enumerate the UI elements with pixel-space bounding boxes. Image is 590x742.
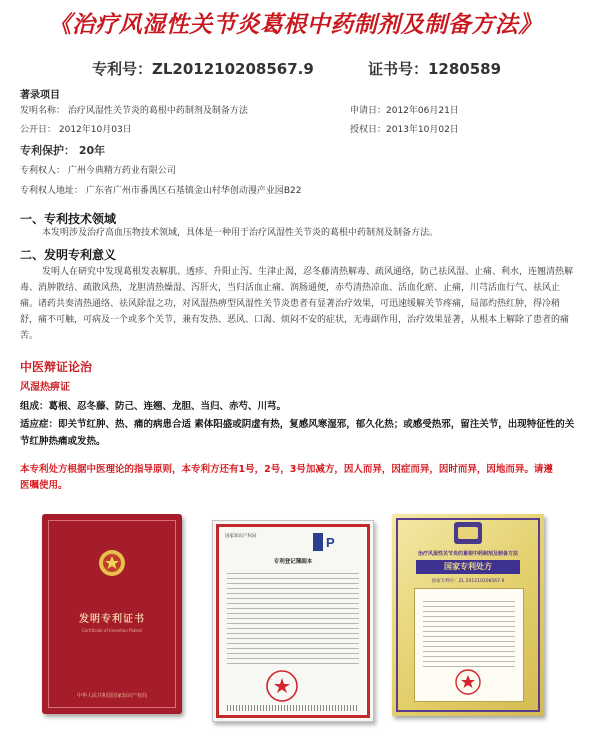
filing-date: 申请日：2012年06月21日 — [350, 106, 459, 116]
grant-date: 授权日：2013年10月02日 — [350, 125, 459, 135]
invention-name: 发明名称： 治疗风湿性关节炎的葛根中药制剂及制备方法 — [20, 106, 248, 116]
cert3-text: 治疗风湿性关节炎的葛根中药制剂及制备方法 — [417, 551, 518, 557]
tcm-subheading: 风湿热痹证 — [20, 382, 70, 393]
cert2-header: 国家知识产权局 — [225, 534, 257, 539]
section2-heading: 二、发明专利意义 — [20, 248, 117, 262]
patent-prescription-box — [392, 514, 544, 716]
tcm-composition: 组成：葛根、忍冬藤、防己、连翘、龙胆、当归、赤芍、川芎。 — [20, 401, 287, 412]
patent-number: 专利号：ZL201210208567.9 — [92, 60, 314, 78]
publication-date: 公开日： 2012年10月03日 — [20, 125, 132, 135]
cert1-title: 发明专利证书 — [79, 614, 145, 625]
protection-term: 专利保护： 20年 — [20, 144, 106, 157]
page-title: 《治疗风湿性关节炎葛根中药制剂及制备方法》 — [48, 12, 542, 38]
certificate-number: 证书号：1280589 — [368, 60, 502, 78]
patent-owner: 专利权人： 广州今典精方药业有限公司 — [20, 166, 176, 176]
cert3-seal-icon — [453, 667, 483, 697]
bibliography-heading: 著录项目 — [20, 90, 60, 101]
cert1-office: 中华人民共和国国家知识产权局 — [76, 693, 147, 699]
tcm-indication: 适应症：即关节红肿、热、痛的病患合适 素体阳盛或阴虚有热，复感风寒湿邪，郁久化热；或感受热邪，留注关节，出现特征性的关节红肿热痛或发热。 — [20, 419, 575, 447]
svg-text:P: P — [326, 535, 335, 550]
cert3-number: 国家专利号：ZL 201210208567.9 — [431, 579, 505, 584]
owner-address: 专利权人地址： 广东省广州市番禺区石基镇金山村华创动漫产业园B22 — [20, 186, 302, 196]
official-seal-icon — [265, 669, 299, 703]
patent-register-copy — [212, 520, 374, 722]
tcm-heading: 中医辩证论治 — [20, 360, 93, 374]
section2-text: 发明人在研究中发现葛根发表解肌、透疹、升阳止泻、生津止渴，忍冬藤清热解毒、疏风通络，防己祛风湿、止痛、利水，连翘清热解毒、消肿散结、疏散风热，龙胆清热燥湿、泻肝火，当归活血止痛、润肠通便，赤芍清热凉血、活血化瘀、止痛，川芎活血行气、祛风止痛。诸药共奏清热通络、祛风除湿之功，对风湿热痹型风湿性关节炎患者有显著治疗效果，可迅速缓解关节疼痛，局部灼热红肿，得冷稍舒，痛不可触，可病及一个或多个关节，兼有发热、恶风、口渴、烦闷不安的症状，无毒副作用，治疗效果显著，从根本上解除了患者的痛苦。 — [20, 267, 574, 341]
cert3-banner: 国家专利处方 — [416, 560, 520, 574]
section1-heading: 一、专利技术领域 — [20, 212, 117, 226]
brand-logo-icon — [454, 522, 482, 544]
prescription-note: 本专利处方根据中医理论的指导原则，本专利方还有1号，2号，3号加减方，因人而异，因症而异，因时而异，因地而异。请遵医嘱使用。 — [20, 464, 553, 491]
ip-logo-icon — [313, 533, 339, 551]
national-emblem-icon — [97, 548, 127, 578]
cert2-title: 专利登记簿副本 — [273, 559, 313, 565]
section1-text: 本发明涉及治疗高血压物技术领域，具体是一种用于治疗风湿性关节炎的葛根中药制剂及制备方法。 — [42, 228, 439, 238]
invention-patent-certificate: 发明专利证书 Certificate of Invention Patent 中华人民共和国国家知识产权局 — [42, 514, 182, 714]
